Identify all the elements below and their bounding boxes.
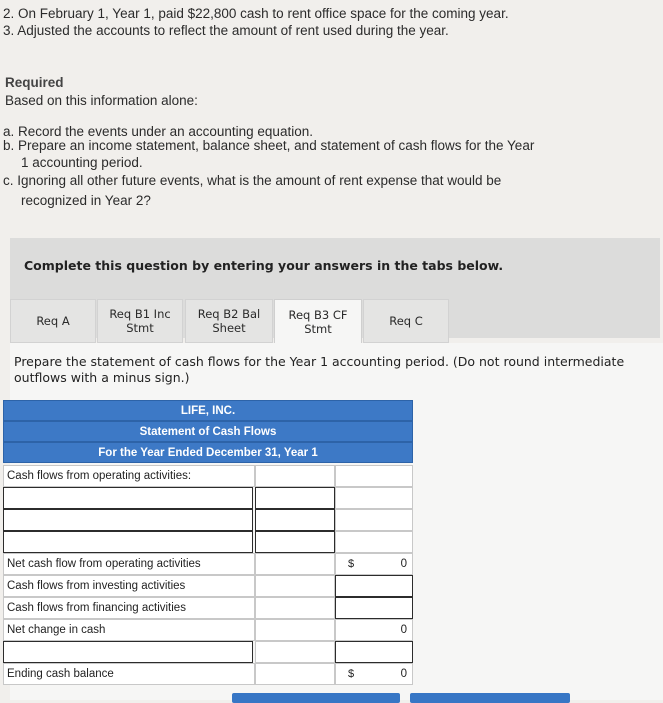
question-line-3: 3. Adjusted the accounts to reflect the amount of rent used during the year. — [3, 23, 449, 38]
instructions-line2: outflows with a minus sign.) — [14, 370, 190, 385]
net-operating-label: Net cash flow from operating activities — [3, 553, 255, 575]
empty-cell — [335, 509, 413, 531]
currency-symbol: $ — [347, 668, 355, 680]
net-change-label: Net change in cash — [3, 619, 255, 641]
next-button[interactable] — [410, 693, 570, 703]
tab-label: Req C — [389, 314, 423, 328]
empty-cell — [255, 597, 335, 619]
ending-total — [335, 663, 413, 685]
statement-period: For the Year Ended December 31, Year 1 — [3, 442, 413, 463]
financing-label: Cash flows from financing activities — [3, 597, 255, 619]
required-item-b-line2: 1 accounting period. — [21, 155, 143, 170]
empty-cell — [335, 531, 413, 553]
tab-label: Req B2 Bal — [197, 307, 261, 321]
beginning-amount-input[interactable] — [335, 641, 413, 663]
beginning-label-input[interactable] — [3, 641, 253, 663]
empty-cell — [255, 575, 335, 597]
currency-symbol: $ — [347, 558, 355, 570]
statement-title: Statement of Cash Flows — [3, 421, 413, 442]
financing-amount-input[interactable] — [335, 597, 413, 619]
required-item-c-line1: c. Ignoring all other future events, what is the amount of rent expense that would be — [3, 173, 502, 188]
net-operating-total — [335, 553, 413, 575]
required-item-c-line2: recognized in Year 2? — [21, 193, 151, 208]
tab-req-a[interactable] — [10, 299, 96, 343]
investing-amount-input[interactable] — [335, 575, 413, 597]
empty-cell — [255, 641, 335, 663]
operating-amount-input-3[interactable] — [255, 531, 335, 553]
tab-req-c[interactable] — [363, 299, 449, 343]
instructions — [14, 354, 654, 386]
previous-button[interactable] — [232, 693, 400, 703]
empty-cell — [255, 553, 335, 575]
question-line-2: 2. On February 1, Year 1, paid $22,800 cash to rent office space for the coming year. — [3, 6, 509, 21]
statement-company: LIFE, INC. — [3, 400, 413, 421]
operating-label: Cash flows from operating activities: — [3, 465, 255, 487]
empty-cell — [335, 487, 413, 509]
instructions-line1: Prepare the statement of cash flows for the Year 1 accounting period. (Do not round intermediate — [14, 354, 625, 369]
required-subheading: Based on this information alone: — [5, 93, 198, 108]
required-item-b-line1: b. Prepare an income statement, balance sheet, and statement of cash flows for the Year — [3, 138, 535, 153]
tab-label-sub: Sheet — [212, 321, 246, 335]
operating-item-input-1[interactable] — [3, 487, 253, 509]
net-change-value: 0 — [335, 619, 413, 641]
net-operating-value: 0 — [400, 558, 407, 570]
required-item-a: a. Record the events under an accounting equation. — [3, 124, 313, 139]
tab-req-b1[interactable] — [97, 299, 183, 343]
tab-label-sub: Stmt — [126, 321, 154, 335]
investing-label: Cash flows from investing activities — [3, 575, 255, 597]
tab-req-b2[interactable] — [185, 299, 273, 343]
panel-title: Complete this question by entering your answers in the tabs below. — [24, 258, 504, 273]
operating-amount-input-1[interactable] — [255, 487, 335, 509]
operating-item-input-3[interactable] — [3, 531, 253, 553]
operating-item-input-2[interactable] — [3, 509, 253, 531]
empty-cell — [255, 663, 335, 685]
ending-value: 0 — [400, 668, 407, 680]
ending-label: Ending cash balance — [3, 663, 255, 685]
empty-cell — [255, 465, 335, 487]
tab-label: Req B3 CF — [288, 307, 348, 322]
empty-cell — [255, 619, 335, 641]
tab-label: Req B1 Inc — [109, 307, 171, 321]
operating-amount-input-2[interactable] — [255, 509, 335, 531]
required-heading: Required — [5, 75, 64, 90]
tab-req-b3[interactable] — [274, 299, 362, 343]
tab-label-sub: Stmt — [304, 321, 332, 336]
empty-cell — [335, 465, 413, 487]
tab-label: Req A — [36, 314, 70, 328]
